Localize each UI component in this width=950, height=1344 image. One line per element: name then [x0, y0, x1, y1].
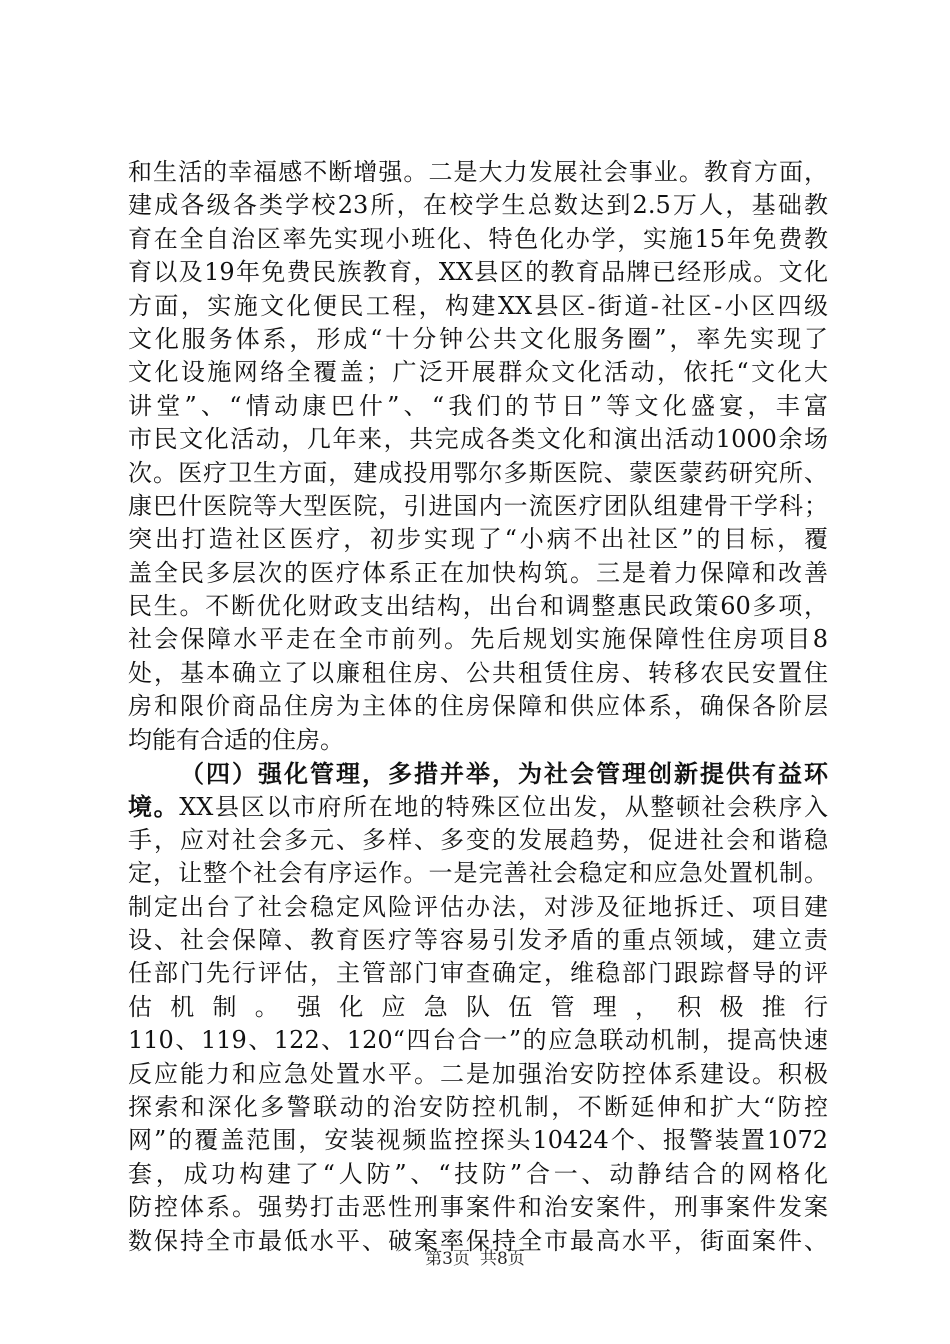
line-text: 房和限价商品住房为主体的住房保障和供应体系，确保各阶层	[128, 692, 828, 721]
bold-heading-text: 境。	[128, 792, 180, 822]
text-line	[128, 523, 828, 556]
text-line	[128, 991, 828, 1024]
text-line	[128, 757, 828, 790]
text-line	[128, 156, 828, 189]
text-line	[128, 690, 828, 723]
line-text: 民生。不断优化财政支出结构，出台和调整惠民政策60多项，	[128, 592, 828, 621]
text-line	[128, 824, 828, 857]
line-text: 任部门先行评估，主管部门审查确定，维稳部门跟踪督导的评	[128, 959, 828, 988]
line-text: 育以及19年免费民族教育，XX县区的教育品牌已经形成。文化	[128, 258, 828, 287]
line-text: 处，基本确立了以廉租住房、公共租赁住房、转移农民安置住	[128, 658, 828, 687]
line-text: 110、119、122、120“四台合一”的应急联动机制，提高快速	[128, 1026, 828, 1055]
line-text: 设、社会保障、教育医疗等容易引发矛盾的重点领域，建立责	[128, 925, 828, 954]
text-line	[128, 189, 828, 222]
text-line	[128, 1158, 828, 1191]
line-text: 康巴什医院等大型医院，引进国内一流医疗团队组建骨干学科；	[128, 491, 828, 520]
line-text: 均能有合适的住房。	[128, 725, 344, 754]
line-text: 育在全自治区率先实现小班化、特色化办学，实施15年免费教	[128, 224, 828, 253]
text-line	[128, 724, 828, 757]
text-line	[128, 457, 828, 490]
text-line	[128, 891, 828, 924]
line-text: 讲堂”、“情动康巴什”、“我们的节日”等文化盛宴，丰富	[128, 391, 828, 420]
text-line	[128, 223, 828, 256]
line-text: 突出打造社区医疗，初步实现了“小病不出社区”的目标，覆	[128, 525, 828, 554]
page-number-current: 第3页	[425, 1249, 470, 1269]
line-text: 社会保障水平走在全市前列。先后规划实施保障性住房项目8	[128, 625, 828, 654]
line-text: 套，成功构建了“人防”、“技防”合一、动静结合的网格化	[128, 1159, 828, 1188]
text-line	[128, 857, 828, 890]
text-line	[128, 290, 828, 323]
line-text: 防控体系。强势打击恶性刑事案件和治安案件，刑事案件发案	[128, 1193, 828, 1222]
line-text: 和生活的幸福感不断增强。二是大力发展社会事业。教育方面，	[128, 158, 828, 186]
text-line	[128, 924, 828, 957]
line-text: 手，应对社会多元、多样、多变的发展趋势，促进社会和谐稳	[128, 825, 828, 854]
page-number-total: 共8页	[480, 1249, 525, 1269]
line-text: 方面，实施文化便民工程，构建XX县区-街道-社区-小区四级	[128, 291, 828, 320]
line-text: 建成各级各类学校23所，在校学生总数达到2.5万人，基础教	[128, 191, 828, 220]
text-line	[128, 323, 828, 356]
text-line	[128, 790, 828, 823]
line-text: 次。医疗卫生方面，建成投用鄂尔多斯医院、蒙医蒙药研究所、	[128, 458, 828, 487]
line-text: 估机制。强化应急队伍管理，积极推行	[128, 992, 828, 1021]
text-line	[128, 623, 828, 656]
text-line	[128, 657, 828, 690]
text-line	[128, 1024, 828, 1057]
line-text: 定，让整个社会有序运作。一是完善社会稳定和应急处置机制。	[128, 859, 828, 888]
text-line	[128, 1124, 828, 1157]
line-text: 数保持全市最低水平、破案率保持全市最高水平，街面案件、	[128, 1226, 828, 1255]
line-text: 市民文化活动，几年来，共完成各类文化和演出活动1000余场	[128, 425, 828, 454]
text-line	[128, 1058, 828, 1091]
line-text: 盖全民多层次的医疗体系正在加快构筑。三是着力保障和改善	[128, 558, 828, 587]
text-line	[128, 356, 828, 389]
text-line	[128, 1191, 828, 1224]
line-text: XX县区以市府所在地的特殊区位出发，从整顿社会秩序入	[179, 793, 828, 822]
text-line	[128, 390, 828, 423]
line-text: 反应能力和应急处置水平。二是加强治安防控体系建设。积极	[128, 1059, 828, 1088]
text-line	[128, 423, 828, 456]
line-text: 制定出台了社会稳定风险评估办法，对涉及征地拆迁、项目建	[128, 892, 828, 921]
line-text: 文化设施网络全覆盖；广泛开展群众文化活动，依托“文化大	[128, 358, 828, 387]
page-footer	[0, 1248, 950, 1270]
bold-heading-text: （四）强化管理，多措并举，为社会管理创新提供有益环	[180, 759, 828, 789]
text-line	[128, 957, 828, 990]
text-line	[128, 590, 828, 623]
text-line	[128, 490, 828, 523]
body-text	[128, 156, 828, 1258]
text-line	[128, 256, 828, 289]
line-text: 文化服务体系，形成“十分钟公共文化服务圈”，率先实现了	[128, 324, 828, 353]
text-line	[128, 1091, 828, 1124]
line-text: 网”的覆盖范围，安装视频监控探头10424个、报警装置1072	[128, 1126, 828, 1155]
line-text: 探索和深化多警联动的治安防控机制，不断延伸和扩大“防控	[128, 1092, 828, 1121]
text-line	[128, 557, 828, 590]
